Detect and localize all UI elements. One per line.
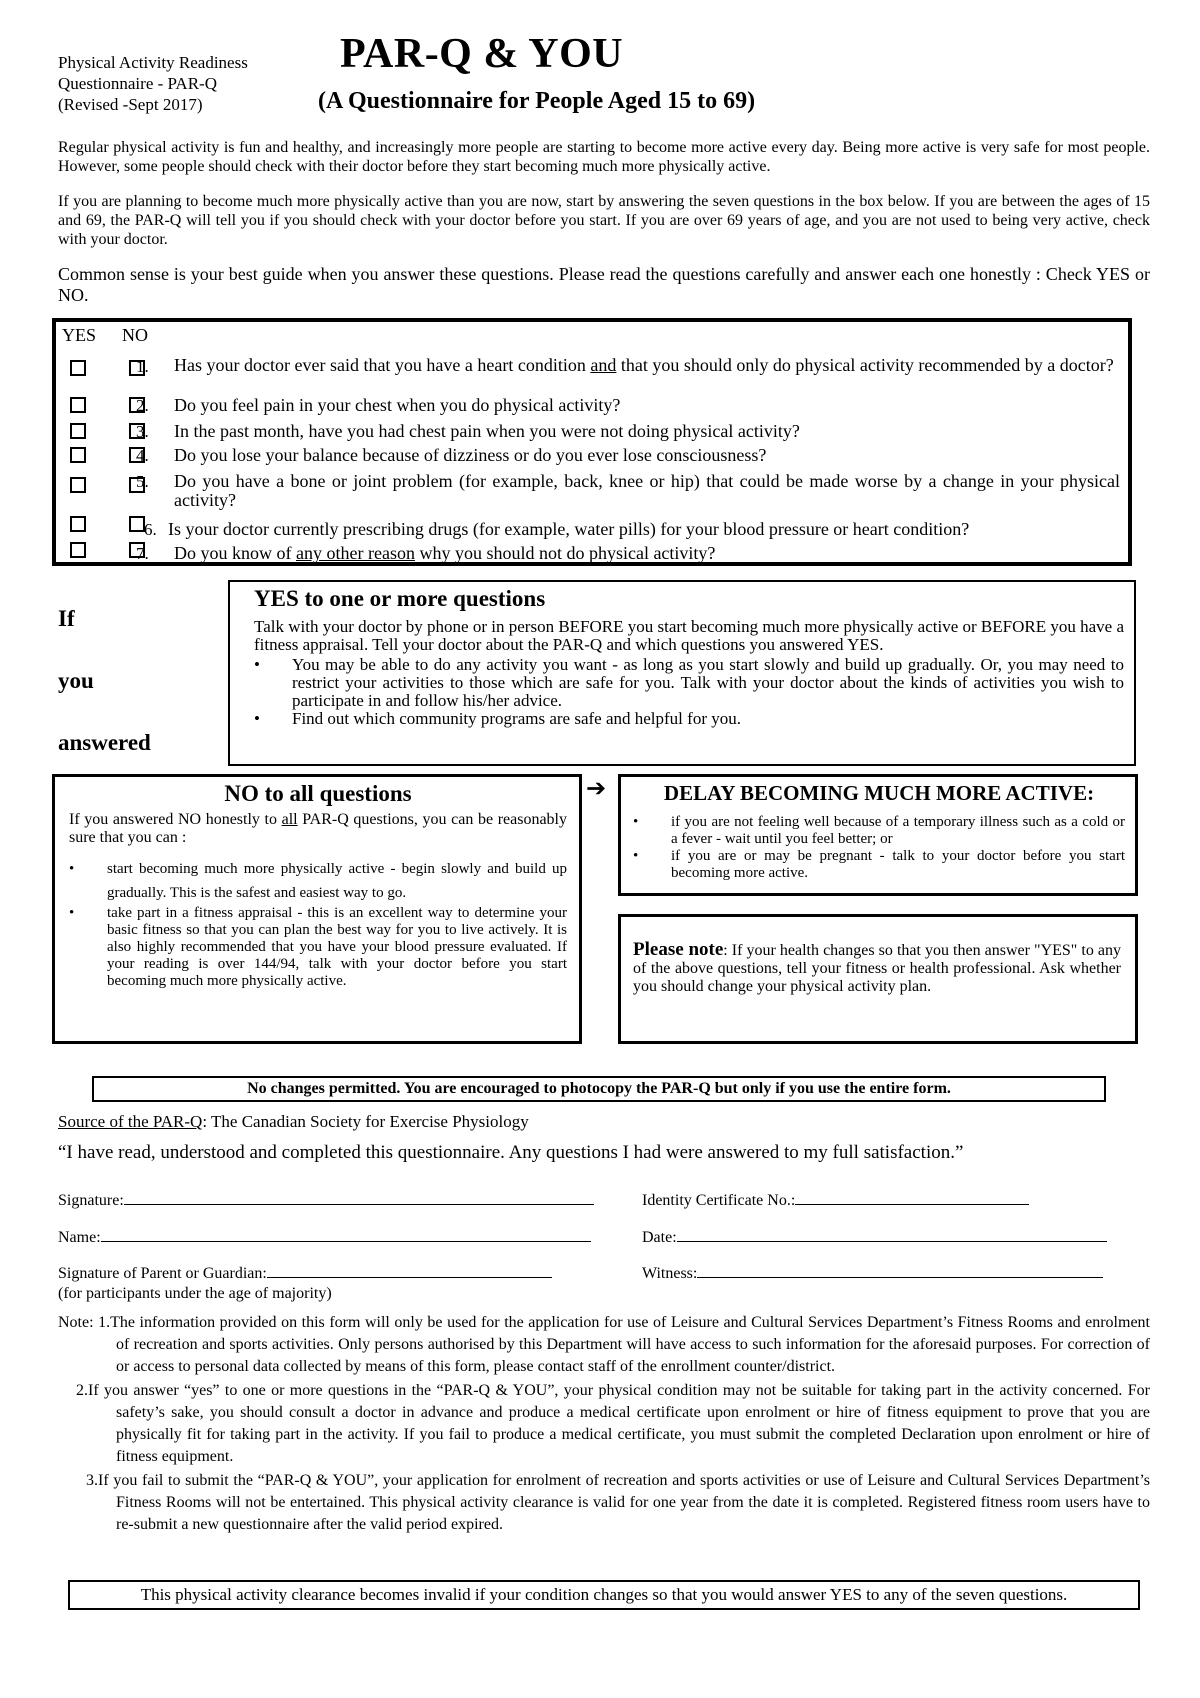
form-id-line: Physical Activity Readiness [58, 53, 248, 72]
question-number: 1. [136, 357, 149, 376]
name-line[interactable] [101, 1227, 591, 1242]
page-title: PAR-Q & YOU [340, 31, 624, 77]
question-text: Do you feel pain in your chest when you do physical activity? [174, 395, 621, 415]
no-section-title: NO to all questions [224, 781, 412, 806]
no-bullet: • start becoming much more physically active - begin slowly and build up gradually. This is the safest and easiest way to go. [69, 857, 567, 905]
questions-box [52, 318, 1132, 566]
please-note-label: Please note [633, 939, 724, 960]
witness-field[interactable] [642, 1263, 1103, 1283]
note-2: 2.If you answer “yes” to one or more questions in the “PAR-Q & YOU”, your physical condition may not be suitable for taking part in the activity concerned. For safety’s sake, you should consult a doctor in advance and produce a medical certificate upon enrolment or hire of fitness equipment to prove that you are physically fit for taking part in the activity. If you fail to produce a medical certificate, you must submit the completed Declaration upon enrolment or hire of fitness equipment. [76, 1382, 1150, 1465]
date-field[interactable] [642, 1227, 1107, 1247]
delay-bullet: • if you are or may be pregnant - talk to your doctor before you start becoming more active. [633, 848, 1125, 882]
yes-checkbox[interactable] [70, 516, 86, 532]
no-changes-banner: No changes permitted. You are encouraged to photocopy the PAR-Q but only if you use the entire form. [92, 1076, 1106, 1102]
guardian-label: Signature of Parent or Guardian: [58, 1265, 267, 1282]
identity-field[interactable] [642, 1190, 1029, 1210]
question-number: 4. [136, 446, 149, 465]
source-text: : The Canadian Society for Exercise Physiology [202, 1112, 529, 1131]
question-number: 6. [144, 520, 157, 539]
intro-paragraph-3: Common sense is your best guide when you answer these questions. Please read the questions carefully and answer each one honestly : Check YES or NO. [58, 264, 1150, 305]
declaration-statement: “I have read, understood and completed this questionnaire. Any questions I had were answered to my full satisfaction.” [58, 1142, 964, 1163]
no-checkbox[interactable] [129, 516, 145, 532]
note-3: 3.If you fail to submit the “PAR-Q & YOU”, your application for enrolment of recreation and sports activities or use of Leisure and Cultural Services Department’s Fitness Rooms will not be entertained. This physical activity clearance is valid for one year from the date it is completed. Registered fitness room users have to re-submit a new questionnaire after the valid period expired. [86, 1472, 1150, 1533]
question-text: Do you know of any other reason why you should not do physical activity? [174, 543, 716, 563]
intro-paragraph-1: Regular physical activity is fun and healthy, and increasingly more people are starting to become more active every day. Being more active is very safe for most people. However, some people should check with their doctor before they start becoming much more physically active. [58, 139, 1150, 175]
signature-line[interactable] [124, 1190, 594, 1205]
page-subtitle: (A Questionnaire for People Aged 15 to 69) [318, 88, 756, 114]
question-number: 5. [136, 472, 149, 491]
question-text: Is your doctor currently prescribing drugs (for example, water pills) for your blood pressure or heart condition? [168, 519, 970, 539]
please-note-text: : If your health changes so that you then answer "YES" to any of the above questions, tell your fitness or health professional. Ask whether you should change your physical activity plan. [633, 942, 1122, 995]
yes-checkbox[interactable] [70, 397, 86, 413]
source-label: Source of the PAR-Q [58, 1112, 203, 1131]
if-label-line: answered [58, 730, 151, 755]
delay-section-title: DELAY BECOMING MUCH MORE ACTIVE: [663, 781, 1095, 805]
no-bullet: • take part in a fitness appraisal - this is an excellent way to determine your basic fitness so that you can plan the best way for you to live actively. It is also highly recommended that you have your blood pressure evaluated. If your reading is over 144/94, talk with your doctor before you start becoming much more physically active. [69, 905, 567, 990]
yes-section-body: Talk with your doctor by phone or in person BEFORE you start becoming much more physically active or BEFORE you have a fitness appraisal. Tell your doctor about the PAR-Q and which questions you answered YES. [254, 617, 1124, 654]
notes-section [58, 1312, 1150, 1536]
note-1: Note: 1.The information provided on this form will only be used for the application for use of Leisure and Cultural Services Department’s Fitness Rooms and enrolment of recreation and sports activities. Only persons authorised by this Department will have access to such information for the aforesaid purposes. For correction of or access to personal data collected by means of this form, please contact staff of the enrollment counter/district. [58, 1314, 1150, 1375]
yes-section-title: YES to one or more questions [254, 586, 546, 611]
no-column-header: NO [122, 325, 148, 345]
witness-line[interactable] [697, 1263, 1103, 1278]
form-id-line: Questionnaire - PAR-Q [58, 74, 217, 93]
question-text: In the past month, have you had chest pain when you were not doing physical activity? [174, 421, 800, 441]
if-label-line: If [58, 606, 75, 631]
guardian-signature-field[interactable] [58, 1263, 552, 1283]
yes-answer-box [228, 580, 1136, 766]
question-text: Do you have a bone or joint problem (for example, back, knee or hip) that could be made worse by a change in your physical activity? [174, 471, 1120, 510]
yes-checkbox[interactable] [70, 542, 86, 558]
right-arrow-icon: ➔ [586, 776, 607, 802]
yes-bullet: • You may be able to do any activity you want - as long as you start slowly and build up gradually. Or, you may need to restrict your activities to those which are safe for you. Talk with your doctor about the kinds of activities you wish to participate in and follow his/her advice. [254, 656, 1124, 710]
if-label-line: you [58, 668, 94, 693]
form-identifier [58, 52, 248, 115]
form-id-line: (Revised -Sept 2017) [58, 95, 203, 114]
if-you-answered-label [58, 588, 151, 774]
question-text: Do you lose your balance because of dizziness or do you ever lose consciousness? [174, 445, 767, 465]
yes-checkbox[interactable] [70, 360, 86, 376]
question-number: 3. [136, 422, 149, 441]
validity-footer: This physical activity clearance becomes invalid if your condition changes so that you would answer YES to any of the seven questions. [68, 1580, 1140, 1610]
yes-checkbox[interactable] [70, 423, 86, 439]
guardian-line[interactable] [267, 1263, 552, 1278]
delay-box [618, 774, 1138, 896]
yes-column-header: YES [62, 325, 97, 345]
source-line [58, 1112, 529, 1132]
guardian-note: (for participants under the age of majority) [58, 1285, 332, 1302]
please-note-box [618, 914, 1138, 1044]
witness-label: Witness: [642, 1265, 698, 1282]
signature-field[interactable] [58, 1190, 594, 1210]
name-field[interactable] [58, 1227, 591, 1247]
question-number: 2. [136, 396, 149, 415]
question-text: Has your doctor ever said that you have a heart condition and that you should only do physical activity recommended by a doctor? [174, 355, 1114, 375]
intro-paragraph-2: If you are planning to become much more physically active than you are now, start by answering the seven questions in the box below. If you are between the ages of 15 and 69, the PAR-Q will tell you if you should check with your doctor before you start. If you are over 69 years of age, and you are not used to being very active, check with your doctor. [58, 193, 1150, 248]
no-section-body: If you answered NO honestly to all PAR-Q questions, you can be reasonably sure that you can : [69, 811, 568, 846]
identity-label: Identity Certificate No.: [642, 1192, 796, 1209]
yes-checkbox[interactable] [70, 447, 86, 463]
signature-label: Signature: [58, 1192, 124, 1209]
date-line[interactable] [677, 1227, 1107, 1242]
identity-line[interactable] [795, 1190, 1029, 1205]
delay-bullet: • if you are not feeling well because of a temporary illness such as a cold or a fever - wait until you feel better; or [633, 814, 1125, 848]
yes-bullet: • Find out which community programs are safe and helpful for you. [254, 710, 1124, 728]
name-label: Name: [58, 1229, 101, 1246]
yes-checkbox[interactable] [70, 477, 86, 493]
question-number: 7. [136, 544, 149, 563]
no-answer-box [52, 774, 582, 1044]
date-label: Date: [642, 1229, 677, 1246]
